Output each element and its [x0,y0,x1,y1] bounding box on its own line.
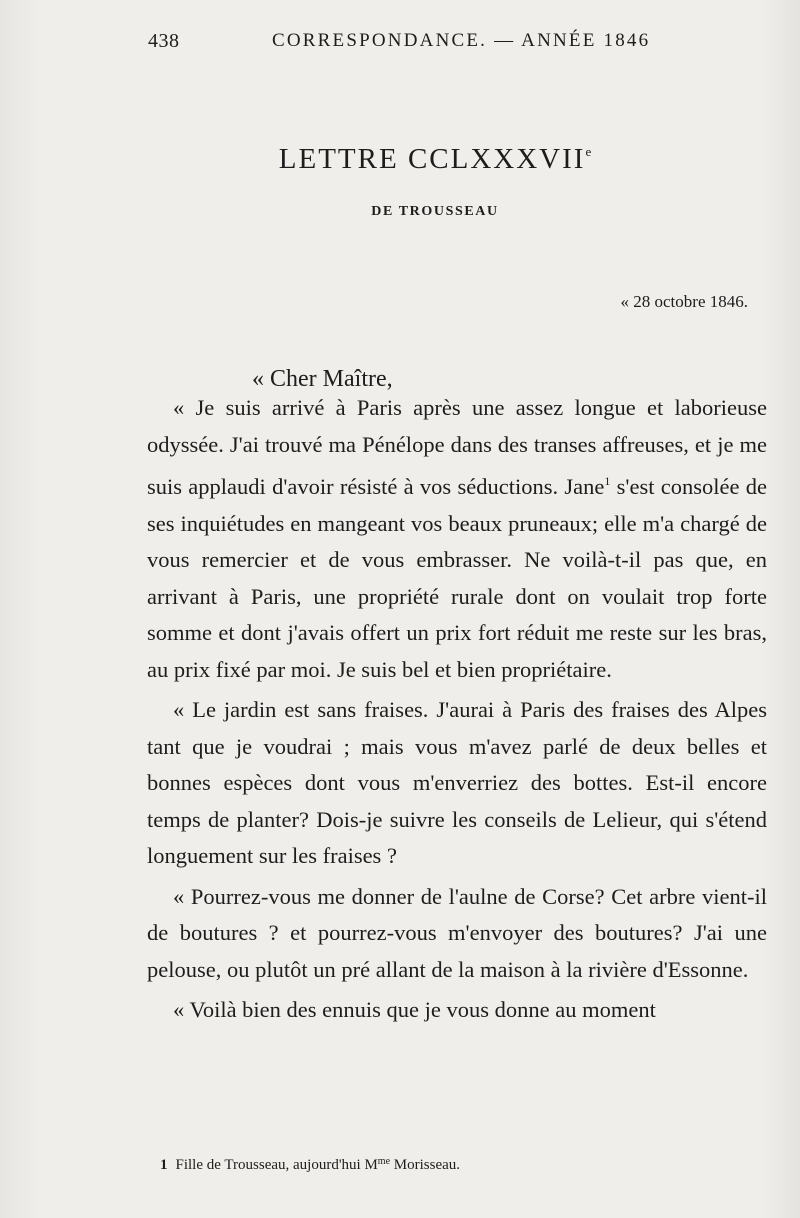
letter-title [0,143,800,176]
running-header [148,30,668,62]
paragraph: « Voilà bien des ennuis que je vous donne au moment [173,997,656,1022]
paragraph-text: s'est consolée de ses inquiétudes en mangeant vos beaux pruneaux; elle m'a chargé de vous remercier et de vous embrasser. Ne voilà-t-il pas que, en arrivant à Paris, une propriété rurale dont on voulait trop forte somme et dont j'avais offert un prix fort réduit me reste sur les bras, au prix fixé par moi. Je suis bel et bien propriétaire. [147,474,767,682]
letter-body [147,390,767,1029]
footnote-number: 1 [160,1157,168,1173]
footnote-reference: 1 [604,474,611,488]
paragraph: « Pourrez-vous me donner de l'aulne de Corse? Cet arbre vient-il de boutures ? et pourrez-vous m'envoyer des boutures? J'ai une pelouse, ou plutôt un pré allant de la maison à la rivière d'Essonne. [147,883,767,982]
salutation: « Cher Maître, [252,366,393,392]
footnote-text: Fille de Trousseau, aujourd'hui M [175,1157,378,1173]
running-title: CORRESPONDANCE. — ANNÉE 1846 [272,30,651,51]
letter-title-suffix: e [585,144,592,159]
page-number: 438 [148,30,180,52]
letter-title-text: LETTRE CCLXXXVII [278,143,586,175]
letter-date: « 28 octobre 1846. [620,292,748,311]
letter-sender: DE TROUSSEAU [371,204,499,219]
paragraph-text: « Je suis arrivé à Paris après une assez longue et laborieuse odyssée. J'ai trouvé ma Pénélope dans des transes affreuses, et je me suis applaudi d'avoir résisté à vos séductions. Jane [147,395,767,499]
footnote [160,1156,460,1174]
footnote-text-end: Morisseau. [390,1157,461,1173]
paragraph [147,390,767,688]
paragraph: « Le jardin est sans fraises. J'aurai à Paris des fraises des Alpes tant que je voudrai ; mais vous m'avez parlé de deux belles et bonnes espèces dont vous m'enverriez des bottes. Est-il encore temps de planter? Dois-je suivre les conseils de Lelieur, qui s'étend longuement sur les fraises ? [147,697,767,868]
footnote-superscript: me [377,1156,391,1167]
